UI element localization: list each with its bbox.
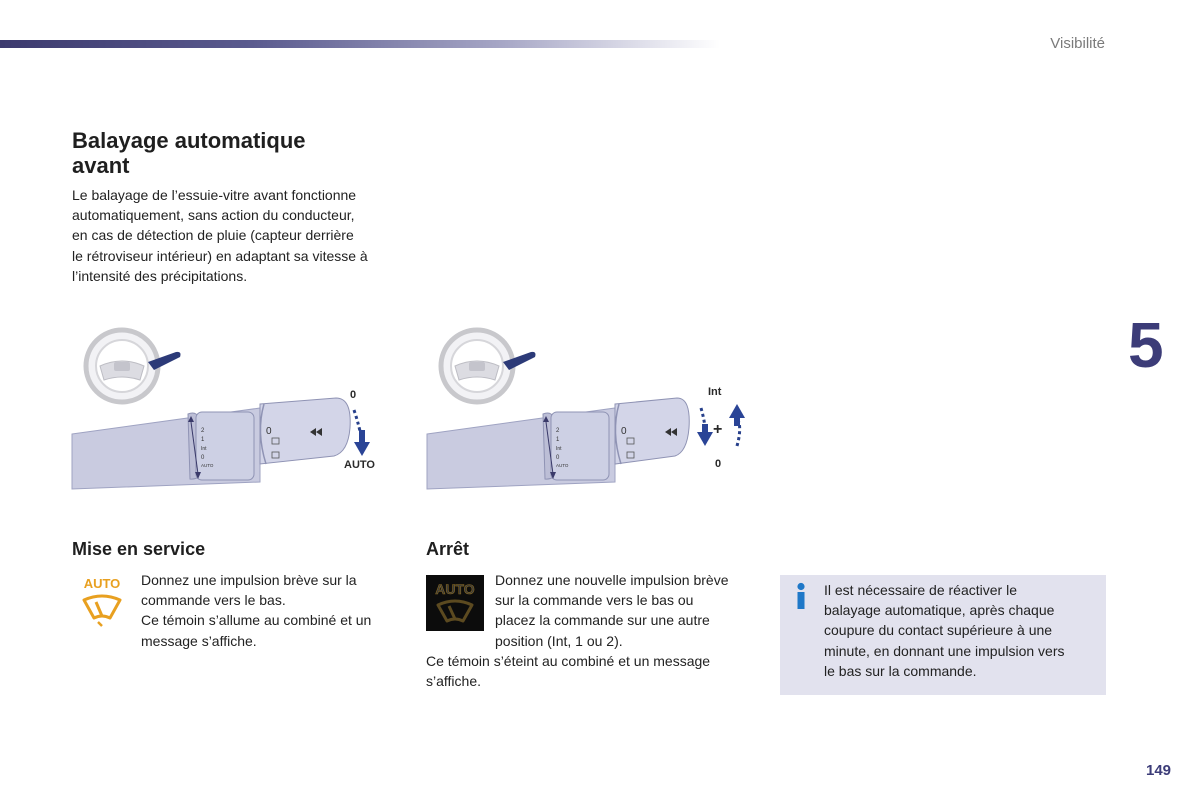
text-line: le bas sur la commande. bbox=[824, 662, 977, 679]
text-line: Ce témoin s’allume au combiné et un bbox=[141, 612, 372, 629]
arret-text bbox=[495, 570, 760, 651]
position-label-bottom: AUTO bbox=[344, 459, 375, 471]
header-gradient-bar bbox=[0, 40, 720, 48]
intro-line: l’intensité des précipitations. bbox=[72, 267, 248, 284]
down-arrow-icon bbox=[697, 408, 713, 446]
scale-label: AUTO bbox=[201, 463, 214, 468]
auto-wiper-lit-icon bbox=[78, 574, 126, 630]
heading-arret: Arrêt bbox=[426, 539, 470, 559]
text-line: coupure du contact supérieure à une bbox=[824, 622, 1053, 639]
text-line: sur la commande vers le bas ou bbox=[495, 592, 694, 609]
scale-label: 2 bbox=[201, 428, 205, 434]
up-arrow-icon bbox=[729, 404, 745, 446]
wiper-stalk bbox=[72, 398, 350, 489]
text-line: Il est nécessaire de réactiver le bbox=[824, 582, 1017, 598]
mise-en-service-text bbox=[141, 570, 406, 651]
position-label-top: Int bbox=[708, 386, 722, 398]
position-label-bottom: 0 bbox=[715, 458, 722, 470]
intro-line: en cas de détection de pluie (capteur derrière bbox=[72, 227, 354, 244]
intro-line: automatiquement, sans action du conducteur, bbox=[72, 207, 355, 224]
scale-label: 0 bbox=[201, 455, 205, 461]
text-line: s’affiche. bbox=[426, 673, 481, 690]
text-line: balayage automatique, après chaque bbox=[824, 602, 1055, 619]
text-line: position (Int, 1 ou 2). bbox=[495, 632, 623, 649]
wiper-stalk-illustration-stop bbox=[425, 322, 765, 497]
plus-sign: + bbox=[713, 421, 723, 438]
chapter-number: 5 bbox=[1128, 309, 1164, 381]
scale-label: 2 bbox=[556, 428, 560, 434]
intro-line: Le balayage de l’essuie-vitre avant fonctionne bbox=[72, 187, 357, 203]
auto-wiper-off-icon bbox=[426, 575, 484, 631]
auto-icon-label: AUTO bbox=[83, 576, 121, 591]
text-line: placez la commande sur une autre bbox=[495, 612, 710, 629]
text-line: Donnez une nouvelle impulsion brève bbox=[495, 572, 729, 588]
info-box bbox=[780, 575, 1106, 695]
switch-label: 0 bbox=[621, 426, 627, 437]
scale-label: 1 bbox=[556, 437, 560, 443]
text-line: commande vers le bas. bbox=[141, 592, 286, 609]
section-title: Visibilité bbox=[1050, 35, 1105, 52]
auto-icon-label: AUTO bbox=[435, 581, 475, 597]
info-icon bbox=[794, 582, 808, 610]
scale-label: Int bbox=[556, 446, 562, 452]
scale-label: 1 bbox=[201, 437, 205, 443]
page-title bbox=[72, 128, 402, 178]
title-line: Balayage automatique bbox=[72, 128, 306, 153]
scale-label: Int bbox=[201, 446, 207, 452]
page-number: 149 bbox=[1146, 762, 1172, 779]
title-line: avant bbox=[72, 153, 130, 178]
wiper-stalk bbox=[427, 398, 689, 489]
scale-label: AUTO bbox=[556, 463, 569, 468]
text-line: message s’affiche. bbox=[141, 632, 257, 649]
down-arrow-icon bbox=[354, 410, 370, 456]
intro-line: le rétroviseur intérieur) en adaptant sa vitesse à bbox=[72, 247, 368, 264]
steering-wheel-icon bbox=[441, 330, 536, 402]
steering-wheel-icon bbox=[86, 330, 181, 402]
position-label-top: 0 bbox=[350, 389, 357, 401]
wiper-stalk-illustration-activation bbox=[70, 322, 410, 497]
heading-mise-en-service: Mise en service bbox=[72, 539, 206, 559]
text-line: Ce témoin s’éteint au combiné et un message bbox=[426, 653, 711, 669]
info-text bbox=[824, 580, 1100, 681]
scale-label: 0 bbox=[556, 455, 560, 461]
text-line: Donnez une impulsion brève sur la bbox=[141, 572, 357, 588]
switch-label: 0 bbox=[266, 426, 272, 437]
text-line: minute, en donnant une impulsion vers bbox=[824, 642, 1065, 659]
intro-paragraph bbox=[72, 185, 402, 286]
arret-text-continued bbox=[426, 651, 756, 691]
